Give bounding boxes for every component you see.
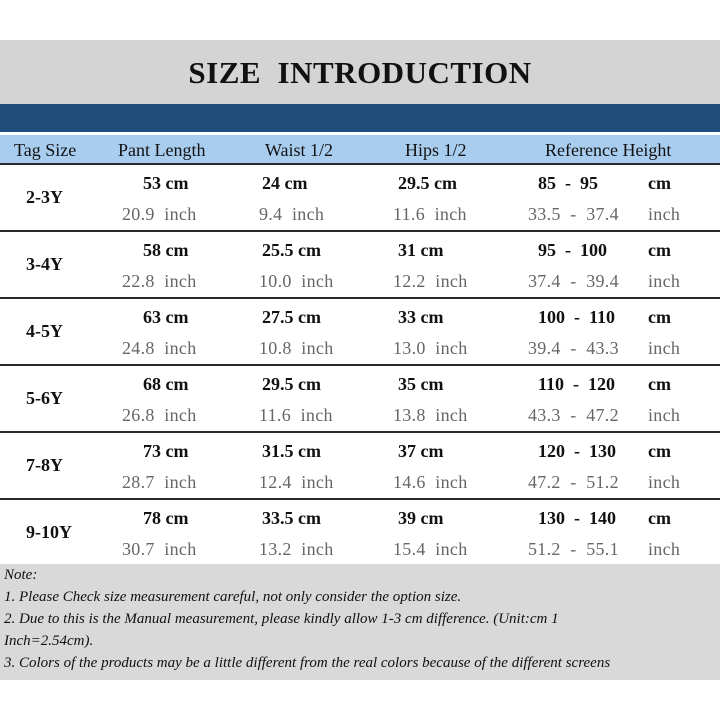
height-range-inch: 43.3 - 47.2 xyxy=(528,405,619,425)
height-unit-cm: cm xyxy=(648,173,671,193)
height-unit-inch: inch xyxy=(648,539,681,559)
height-unit-cm: cm xyxy=(648,441,671,461)
accent-bar xyxy=(0,104,720,132)
waist-cm: 24 cm xyxy=(262,173,308,193)
table-row xyxy=(0,299,720,366)
waist-cm: 27.5 cm xyxy=(262,307,321,327)
pant-length-cm: 58 cm xyxy=(143,240,189,260)
hips-inch: 11.6 inch xyxy=(393,204,467,224)
tag-size: 2-3Y xyxy=(26,187,63,207)
hips-cm: 29.5 cm xyxy=(398,173,457,193)
notes-section xyxy=(0,564,720,680)
waist-inch: 12.4 inch xyxy=(259,472,334,492)
pant-length-inch: 22.8 inch xyxy=(122,271,197,291)
hips-inch: 13.0 inch xyxy=(393,338,468,358)
table-header-row xyxy=(0,135,720,163)
waist-cm: 31.5 cm xyxy=(262,441,321,461)
header-tag-size: Tag Size xyxy=(14,140,77,160)
table-top-divider xyxy=(0,163,720,165)
hips-inch: 12.2 inch xyxy=(393,271,468,291)
hips-cm: 31 cm xyxy=(398,240,444,260)
tag-size: 3-4Y xyxy=(26,254,63,274)
height-unit-inch: inch xyxy=(648,472,681,492)
height-range-cm: 100 - 110 xyxy=(538,307,616,327)
notes-heading: Note: xyxy=(4,567,38,583)
waist-cm: 29.5 cm xyxy=(262,374,321,394)
waist-inch: 11.6 inch xyxy=(259,405,333,425)
height-unit-inch: inch xyxy=(648,405,681,425)
note-1: 1. Please Check size measurement careful, not only consider the option size. xyxy=(4,589,462,605)
height-unit-cm: cm xyxy=(648,374,671,394)
header-reference-height: Reference Height xyxy=(545,140,672,160)
height-unit-cm: cm xyxy=(648,240,671,260)
size-table xyxy=(0,163,720,564)
waist-inch: 10.0 inch xyxy=(259,271,334,291)
note-2-continued: Inch=2.54cm). xyxy=(4,633,94,649)
note-3: 3. Colors of the products may be a little different from the real colors because of the different screens xyxy=(4,655,611,671)
tag-size: 9-10Y xyxy=(26,522,72,542)
waist-cm: 25.5 cm xyxy=(262,240,321,260)
header-pant-length: Pant Length xyxy=(118,140,206,160)
pant-length-cm: 53 cm xyxy=(143,173,189,193)
hips-cm: 35 cm xyxy=(398,374,444,394)
pant-length-inch: 28.7 inch xyxy=(122,472,197,492)
height-range-cm: 85 - 95 xyxy=(538,173,598,193)
page-title: SIZE INTRODUCTION xyxy=(188,55,532,90)
height-range-inch: 51.2 - 55.1 xyxy=(528,539,619,559)
table-row xyxy=(0,366,720,433)
pant-length-cm: 78 cm xyxy=(143,508,189,528)
hips-cm: 39 cm xyxy=(398,508,444,528)
waist-cm: 33.5 cm xyxy=(262,508,321,528)
height-range-inch: 37.4 - 39.4 xyxy=(528,271,619,291)
hips-inch: 14.6 inch xyxy=(393,472,468,492)
height-range-cm: 110 - 120 xyxy=(538,374,616,394)
tag-size: 5-6Y xyxy=(26,388,63,408)
tag-size: 4-5Y xyxy=(26,321,63,341)
hips-inch: 13.8 inch xyxy=(393,405,468,425)
pant-length-cm: 73 cm xyxy=(143,441,189,461)
header-waist: Waist 1/2 xyxy=(265,140,334,160)
waist-inch: 9.4 inch xyxy=(259,204,325,224)
height-range-cm: 130 - 140 xyxy=(538,508,616,528)
height-range-inch: 47.2 - 51.2 xyxy=(528,472,619,492)
height-unit-inch: inch xyxy=(648,338,681,358)
height-unit-cm: cm xyxy=(648,307,671,327)
pant-length-inch: 30.7 inch xyxy=(122,539,197,559)
height-range-cm: 120 - 130 xyxy=(538,441,616,461)
height-unit-inch: inch xyxy=(648,204,681,224)
table-row xyxy=(0,165,720,232)
table-row xyxy=(0,500,720,567)
hips-cm: 37 cm xyxy=(398,441,444,461)
header-hips: Hips 1/2 xyxy=(405,140,467,160)
note-2: 2. Due to this is the Manual measurement, please kindly allow 1-3 cm difference. (Unit:cm 1 xyxy=(4,611,559,627)
pant-length-cm: 63 cm xyxy=(143,307,189,327)
pant-length-inch: 20.9 inch xyxy=(122,204,197,224)
table-row xyxy=(0,232,720,299)
height-range-inch: 33.5 - 37.4 xyxy=(528,204,619,224)
height-range-cm: 95 - 100 xyxy=(538,240,607,260)
hips-cm: 33 cm xyxy=(398,307,444,327)
tag-size: 7-8Y xyxy=(26,455,63,475)
pant-length-cm: 68 cm xyxy=(143,374,189,394)
waist-inch: 13.2 inch xyxy=(259,539,334,559)
height-unit-inch: inch xyxy=(648,271,681,291)
table-row xyxy=(0,433,720,500)
pant-length-inch: 26.8 inch xyxy=(122,405,197,425)
hips-inch: 15.4 inch xyxy=(393,539,468,559)
title-band xyxy=(0,40,720,104)
height-range-inch: 39.4 - 43.3 xyxy=(528,338,619,358)
height-unit-cm: cm xyxy=(648,508,671,528)
waist-inch: 10.8 inch xyxy=(259,338,334,358)
pant-length-inch: 24.8 inch xyxy=(122,338,197,358)
